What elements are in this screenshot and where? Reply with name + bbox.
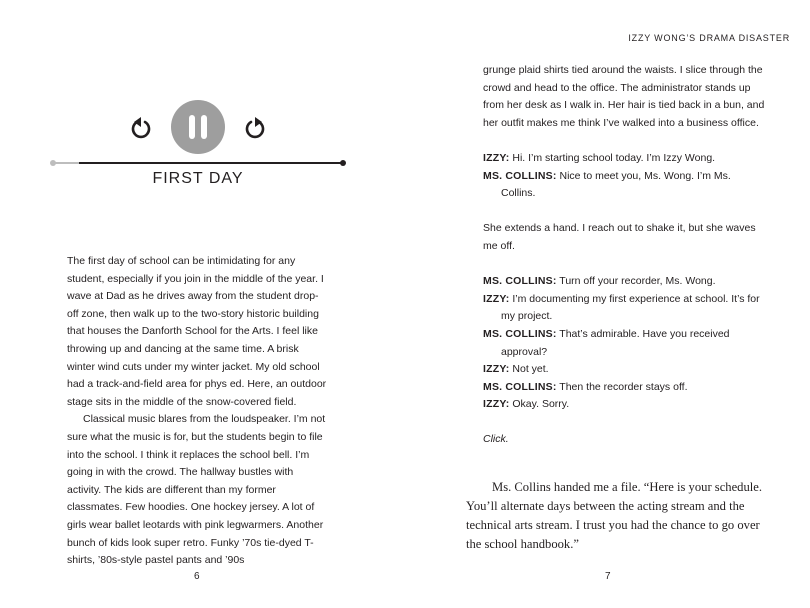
audio-player [0,98,405,158]
pause-button[interactable] [171,100,225,154]
paragraph: She extends a hand. I reach out to shake it, but she waves me off. [483,222,756,252]
paragraph: grunge plaid shirts tied around the waists. I slice through the crowd and head to the office. The administrator stands up from her desk as I walk in. Her hair is tied back in a bun, and her outfit makes me think I’ve walked into a business office. [483,64,765,129]
rewind-button[interactable] [128,114,154,142]
page-number: 6 [194,571,200,582]
chapter-title: FIRST DAY [152,170,244,187]
running-head: IZZY WONG’S DRAMA DISASTER [628,33,790,43]
speaker: MS. COLLINS: [483,169,557,182]
speaker: IZZY: [483,292,510,305]
speaker: IZZY: [483,398,510,411]
speaker: MS. COLLINS: [483,275,557,288]
audio-progress-bar[interactable] [50,160,346,166]
speaker: MS. COLLINS: [483,380,557,393]
left-body-text [67,253,329,570]
pause-icon-bar [201,115,207,139]
dialogue-line [483,150,768,168]
dialogue-text: Not yet. [512,363,549,376]
dialogue-text: Turn off your recorder, Ms. Wong. [559,275,716,288]
dialogue-line [483,291,768,326]
right-page [405,0,810,608]
dialogue-text: Nice to meet you, Ms. Wong. I’m Ms. Collins. [501,169,731,200]
progress-track[interactable] [79,162,343,164]
dialogue-line [483,379,768,397]
dialogue-line [483,326,768,361]
dialogue-text: Hi. I’m starting school today. I’m Izzy Wong. [512,151,716,164]
dialogue-text: That’s admirable. Have you received approval? [501,327,730,358]
dialogue-text: Then the recorder stays off. [559,380,688,393]
progress-played [53,162,79,164]
speaker: IZZY: [483,363,510,376]
right-body-text [483,62,768,449]
paragraph: The first day of school can be intimidating for any student, especially if you join in the middle of the year. I wave at Dad as he drives away from the student drop-off zone, then walk up to the two-story historic building that houses the Danforth School for the Arts. I feel like throwing up and dancing at the same time. A brisk winter wind cuts under my winter jacket. My old school had a track-and-field area for phys ed. Here, an outdoor stage sits in the middle of the snow-covered field. [67,255,327,408]
dialogue-line [483,361,768,379]
dialogue-text: Okay. Sorry. [512,398,570,411]
dialogue-text: I’m documenting my first experience at school. It’s for my project. [501,292,760,323]
paragraph: Classical music blares from the loudspeaker. I’m not sure what the music is for, but the students begin to file into the school. I think it replaces the school bell. I’m going in with the crowd. The hallway bustles with activity. The kids are different than my former classmates. Few hoodies. One hockey jersey. A lot of girls wear ballet leotards with pink legwarmers. Another bunch of kids look super retro. Funky ’70s tie-dyed T-shirts, ’80s-style pastel pants and ’90s [67,413,326,567]
dialogue-line [483,168,768,203]
speaker: IZZY: [483,151,510,164]
rewind-icon [128,114,154,142]
narration-paragraph: Ms. Collins handed me a file. “Here is your schedule. You’ll alternate days between the acting stream and the technical arts stream. I trust you had the chance to go over the school handbook.” [466,480,762,551]
forward-icon [242,114,268,142]
progress-end-marker [340,160,346,166]
forward-button[interactable] [242,114,268,142]
dialogue-line [483,273,768,291]
speaker: MS. COLLINS: [483,327,557,340]
pause-icon [189,115,195,139]
sound-effect: Click. [483,433,509,446]
dialogue-line [483,396,768,414]
page-number: 7 [605,571,611,582]
